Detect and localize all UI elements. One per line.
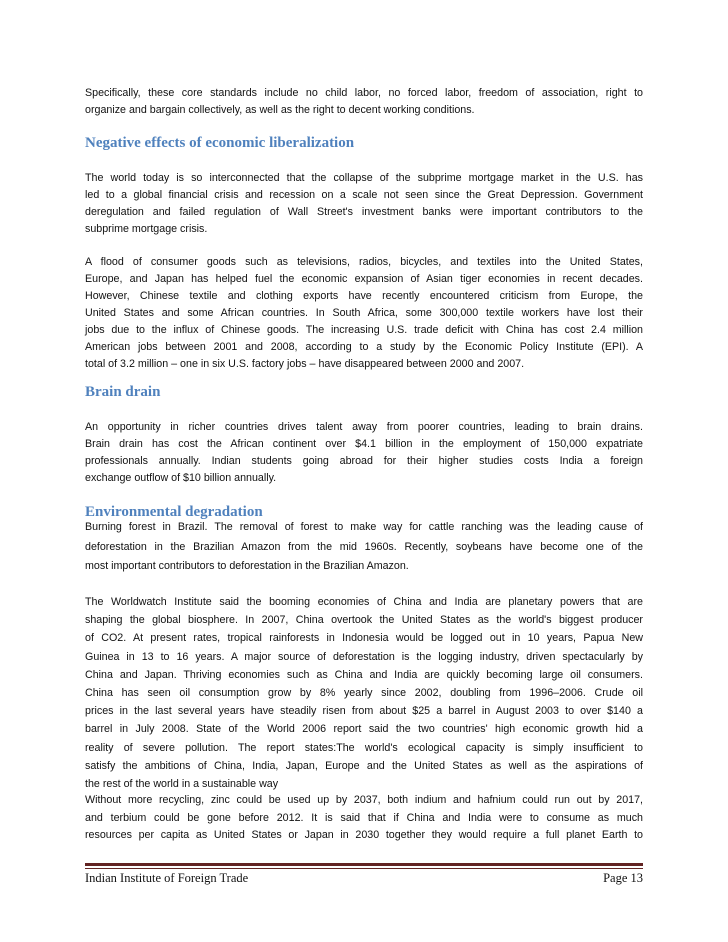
text-line: Without more recycling, zinc could be used up by 2037, both indium and hafnium could run out by 2017, (85, 794, 643, 806)
text-line: led to a global financial crisis and recession on a scale not seen since the Great Depression. Government (85, 189, 643, 201)
paragraph-worldwatch (85, 593, 643, 793)
text-line: jobs due to the influx of Chinese goods. The increasing U.S. trade deficit with China has cost 2.4 million (85, 324, 643, 336)
heading-negative-effects: Negative effects of economic liberalization (85, 135, 355, 151)
text-line: The world today is so interconnected that the collapse of the subprime mortgage market in the U.S. has (85, 172, 643, 184)
text-line: organize and bargain collectively, as well as the right to decent working conditions. (85, 104, 475, 116)
text-line: barrel in July 2008. State of the World 2006 report said the two countries' high economic growth hid a (85, 723, 643, 736)
paragraph-consumer-goods (85, 254, 643, 373)
footer-rule-thick (85, 863, 643, 866)
text-line: most important contributors to deforestation in the Brazilian Amazon. (85, 560, 409, 572)
text-line: A flood of consumer goods such as televisions, radios, bicycles, and textiles into the United States, (85, 256, 643, 268)
text-line: Burning forest in Brazil. The removal of forest to make way for cattle ranching was the leading cause of (85, 521, 643, 533)
text-line: deforestation in the Brazilian Amazon from the mid 1960s. Recently, soybeans have become one of the (85, 540, 643, 553)
footer-page-number: Page 13 (603, 871, 643, 885)
text-line: United States and some African countries. In South Africa, some 300,000 textile workers have lost their (85, 307, 643, 319)
text-line: However, Chinese textile and clothing exports have recently encountered criticism from Europe, the (85, 290, 643, 302)
text-line: Europe, and Japan has helped fuel the economic expansion of Asian tiger economies in recent decades. (85, 273, 643, 285)
text-line: reality of severe pollution. The report states:The world's ecological capacity is simply insufficient to (85, 741, 643, 754)
text-line: of CO2. At present rates, tropical rainforests in Indonesia would be logged out in 10 years, Papua New (85, 632, 643, 645)
text-line: subprime mortgage crisis. (85, 223, 208, 235)
text-line: total of 3.2 million – one in six U.S. factory jobs – have disappeared between 2000 and 2007. (85, 358, 525, 370)
text-line: shaping the global biosphere. In 2007, China overtook the United States as the world's biggest producer (85, 614, 643, 627)
text-line: exchange outflow of $10 billion annually. (85, 472, 277, 484)
text-line: satisfy the ambitions of China, India, Japan, Europe and the United States as well as the aspirations of (85, 759, 643, 772)
text-line: resources per capita as United States or Japan in 2030 together they would require a full planet Earth to (85, 829, 643, 842)
text-line: and terbium could be gone before 2012. It is said that if China and India were to consume as much (85, 811, 643, 824)
page-footer (85, 871, 643, 886)
paragraph-core-standards (85, 85, 643, 119)
heading-brain-drain: Brain drain (85, 384, 161, 400)
text-line: professionals annually. Indian students going abroad for their higher studies costs India a foreign (85, 455, 643, 467)
text-line: Brain drain has cost the African continent over $4.1 billion in the employment of 150,000 expatriate (85, 438, 643, 450)
paragraph-recycling (85, 792, 643, 845)
footer-institution: Indian Institute of Foreign Trade (85, 871, 249, 885)
text-line: Specifically, these core standards include no child labor, no forced labor, freedom of association, right to (85, 87, 643, 99)
text-line: the rest of the world in a sustainable way (85, 778, 279, 791)
heading-environmental-degradation: Environmental degradation (85, 504, 263, 520)
text-line: American jobs between 2001 and 2008, according to a study by the Economic Policy Institute (EPI). A (85, 341, 643, 353)
footer-rule-thin (85, 868, 643, 869)
text-line: deregulation and failed regulation of Wall Street's investment banks were important contributors to the (85, 206, 643, 218)
text-line: An opportunity in richer countries drives talent away from poorer countries, leading to brain drains. (85, 421, 643, 433)
text-line: Guinea in 13 to 16 years. A major source of deforestation is the logging industry, driven spectacularly by (85, 650, 643, 663)
paragraph-brain-drain (85, 419, 643, 487)
paragraph-financial-crisis (85, 170, 643, 238)
text-line: The Worldwatch Institute said the booming economies of China and India are planetary powers that are (85, 596, 643, 608)
paragraph-brazil-forest (85, 518, 643, 577)
text-line: prices in the last several years have steadily risen from about $25 a barrel in August 2003 to over $140 a (85, 705, 643, 718)
text-line: China has seen oil consumption grow by 8% yearly since 2002, doubling from 1996–2006. Crude oil (85, 687, 643, 700)
text-line: China and Japan. Thriving economies such as China and India are quickly becoming large oil consumers. (85, 668, 643, 681)
